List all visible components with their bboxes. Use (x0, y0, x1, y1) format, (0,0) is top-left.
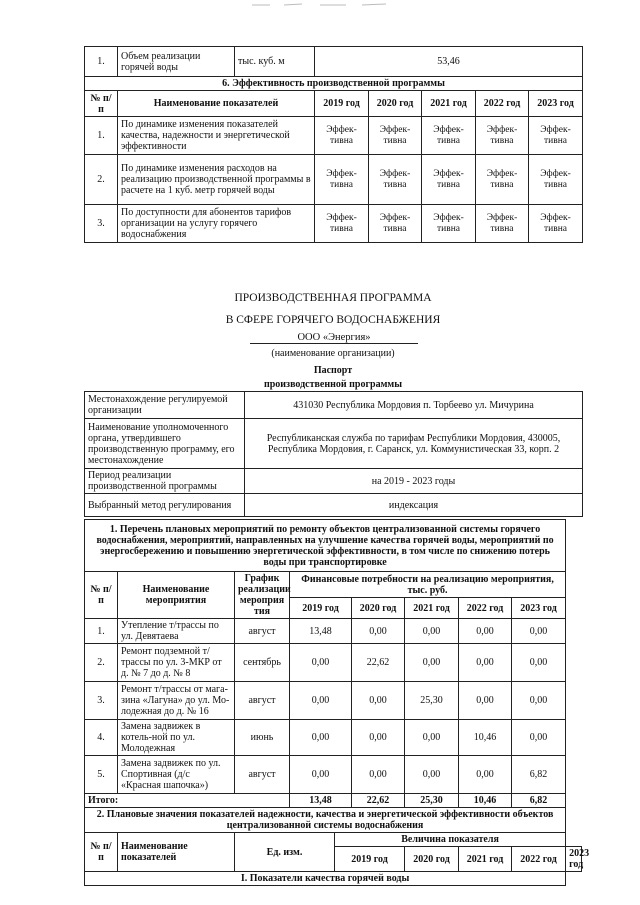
value-cell: Эффек-тивна (422, 117, 476, 155)
table-row (85, 469, 583, 494)
value-cell: Эффек-тивна (476, 117, 529, 155)
table-header-row (85, 91, 583, 117)
row-number: 5. (85, 756, 118, 794)
schedule-cell: июнь (235, 720, 290, 756)
table-row (85, 205, 583, 243)
value-cell: 0,00 (290, 756, 352, 794)
efficiency-table (84, 46, 583, 243)
section-title: 1. Перечень плановых мероприятий по ремонту объектов централизованной системы горячего водоснабжения, мероприятий, направленных на улучшение качества горячей воды, мероприятий по энергосбережению и повышению энергетической эффективности, в том числе по снижению потерь воды при транспортировке (85, 520, 566, 572)
value-cell: 0,00 (290, 682, 352, 720)
table-row (85, 756, 582, 794)
measure-name: Замена задвижек в котель-ной по ул. Молодежная (118, 720, 235, 756)
organization-name: ООО «Энергия» (250, 332, 418, 344)
header-year: 2020 год (405, 847, 459, 872)
passport-label: Выбранный метод регулирования (85, 494, 245, 517)
value-cell: Эффек-тивна (369, 155, 422, 205)
value-cell: Эффек-тивна (529, 155, 583, 205)
value-cell: 0,00 (459, 682, 512, 720)
table-header-row (85, 833, 582, 847)
value-cell: 0,00 (352, 619, 405, 644)
value-cell: 13,48 (290, 619, 352, 644)
total-label: Итого: (85, 794, 290, 808)
program-title: ПРОИЗВОДСТВЕННАЯ ПРОГРАММА (234, 292, 432, 304)
value-cell: 0,00 (352, 720, 405, 756)
header-name: Наименование мероприятия (118, 572, 235, 619)
row-number: 3. (85, 682, 118, 720)
passport-value: на 2019 - 2023 годы (245, 469, 583, 494)
value-cell: 0,00 (352, 682, 405, 720)
value-cell: 0,00 (405, 619, 459, 644)
measure-name: Замена задвижек по ул. Спортивная (д/с «Красная шапочка») (118, 756, 235, 794)
row-number: 2. (85, 155, 118, 205)
passport-label: Период реализации производственной программы (85, 469, 245, 494)
organization-hint: (наименование организации) (271, 348, 395, 359)
value-cell: 10,46 (459, 720, 512, 756)
section-title: 6. Эффективность производственной программы (85, 77, 583, 91)
header-num: № п/п (85, 833, 118, 872)
row-number: 4. (85, 720, 118, 756)
measures-table (84, 519, 590, 886)
value-cell: Эффек-тивна (369, 205, 422, 243)
header-schedule: График реализации мероприя тия (235, 572, 290, 619)
header-year: 2019 год (315, 91, 369, 117)
value-cell: 25,30 (405, 682, 459, 720)
passport-value: индексация (245, 494, 583, 517)
total-value: 10,46 (459, 794, 512, 808)
value-cell: 0,00 (459, 756, 512, 794)
value-cell: 0,00 (290, 644, 352, 682)
table-row (85, 117, 583, 155)
passport-subtitle: производственной программы (263, 379, 403, 390)
header-value: Величина показателя (335, 833, 566, 847)
subsection-title: I. Показатели качества горячей воды (85, 872, 566, 886)
passport-title: Паспорт (313, 365, 353, 376)
row-number: 1. (85, 117, 118, 155)
passport-value: 431030 Республика Мордовия п. Торбеево ул. Мичурина (245, 392, 583, 419)
measure-name: Ремонт т/трассы от мага-зина «Лагуна» до ул. Мо-лодежная до д. № 16 (118, 682, 235, 720)
value-cell: 0,00 (405, 720, 459, 756)
scan-header-artifact (250, 2, 390, 8)
row-number: 2. (85, 644, 118, 682)
table-row (85, 419, 583, 469)
schedule-cell: август (235, 619, 290, 644)
value-cell: 0,00 (459, 619, 512, 644)
value-cell: 0,00 (512, 682, 566, 720)
indicator-name: По доступности для абонентов тарифов организации на услугу горячего водоснабжения (118, 205, 315, 243)
value-cell: Эффек-тивна (369, 117, 422, 155)
header-year: 2023 год (529, 91, 583, 117)
indicator-name: По динамике изменения показателей качества, надежности и энергетической эффективности (118, 117, 315, 155)
header-year: 2022 год (512, 847, 566, 872)
value-cell: Эффек-тивна (476, 205, 529, 243)
value-cell: Эффек-тивна (315, 205, 369, 243)
indicator-name: Объем реализации горячей воды (118, 47, 235, 77)
header-year: 2020 год (369, 91, 422, 117)
measure-name: Ремонт подземной т/трассы по ул. 3-МКР от д. № 7 до д. № 8 (118, 644, 235, 682)
table-header-row (85, 572, 582, 598)
total-value: 13,48 (290, 794, 352, 808)
header-num: № п/п (85, 91, 118, 117)
passport-label: Местонахождение регулируемой организации (85, 392, 245, 419)
value-cell: Эффек-тивна (422, 155, 476, 205)
table-row (85, 494, 583, 517)
value-cell: 0,00 (405, 756, 459, 794)
table-row (85, 155, 583, 205)
header-year: 2021 год (459, 847, 512, 872)
section-title: 2. Плановые значения показателей надежности, качества и энергетической эффективности объектов централизованной системы водоснабжения (85, 808, 566, 833)
passport-label: Наименование уполномоченного органа, утвердившего производственную программу, его местонахождение (85, 419, 245, 469)
row-number: 1. (85, 619, 118, 644)
header-year: 2019 год (335, 847, 405, 872)
value-cell: Эффек-тивна (315, 155, 369, 205)
value-cell: Эффек-тивна (529, 205, 583, 243)
total-value: 22,62 (352, 794, 405, 808)
header-year: 2021 год (422, 91, 476, 117)
volume-value: 53,46 (315, 47, 583, 77)
header-year: 2020 год (352, 598, 405, 619)
value-cell: 0,00 (290, 720, 352, 756)
header-year: 2023 год (512, 598, 566, 619)
total-value: 6,82 (512, 794, 566, 808)
table-row (85, 47, 583, 77)
total-value: 25,30 (405, 794, 459, 808)
value-cell: Эффек-тивна (476, 155, 529, 205)
table-row (85, 392, 583, 419)
program-subtitle: В СФЕРЕ ГОРЯЧЕГО ВОДОСНАБЖЕНИЯ (225, 314, 441, 326)
table-row (85, 644, 582, 682)
indicator-name: По динамике изменения расходов на реализацию производственной программы в расчете на 1 куб. метр горячей воды (118, 155, 315, 205)
row-number: 1. (85, 47, 118, 77)
value-cell: 0,00 (512, 720, 566, 756)
schedule-cell: август (235, 756, 290, 794)
unit-cell: тыс. куб. м (235, 47, 315, 77)
schedule-cell: сентябрь (235, 644, 290, 682)
value-cell: 22,62 (352, 644, 405, 682)
header-unit: Ед. изм. (235, 833, 335, 872)
table-row (85, 682, 582, 720)
schedule-cell: август (235, 682, 290, 720)
header-year: 2022 год (476, 91, 529, 117)
value-cell: 0,00 (459, 644, 512, 682)
passport-value: Республиканская служба по тарифам Республики Мордовия, 430005, Республика Мордовия, г. Саранск, ул. Коммунистическая 33, корп. 2 (245, 419, 583, 469)
header-year: 2021 год (405, 598, 459, 619)
value-cell: 0,00 (405, 644, 459, 682)
value-cell: Эффек-тивна (529, 117, 583, 155)
header-year: 2019 год (290, 598, 352, 619)
table-row (85, 720, 582, 756)
header-num: № п/п (85, 572, 118, 619)
row-number: 3. (85, 205, 118, 243)
header-finance: Финансовые потребности на реализацию мероприятия, тыс. руб. (290, 572, 566, 598)
header-year: 2023 год (566, 847, 582, 872)
value-cell: 6,82 (512, 756, 566, 794)
header-year: 2022 год (459, 598, 512, 619)
value-cell: 0,00 (352, 756, 405, 794)
table-row (85, 619, 582, 644)
passport-table (84, 391, 583, 517)
total-row (85, 794, 582, 808)
measure-name: Утепление т/трассы по ул. Девятаева (118, 619, 235, 644)
value-cell: 0,00 (512, 619, 566, 644)
value-cell: Эффек-тивна (315, 117, 369, 155)
value-cell: Эффек-тивна (422, 205, 476, 243)
header-name: Наименование показателей (118, 91, 315, 117)
value-cell: 0,00 (512, 644, 566, 682)
header-name: Наименование показателей (118, 833, 235, 872)
